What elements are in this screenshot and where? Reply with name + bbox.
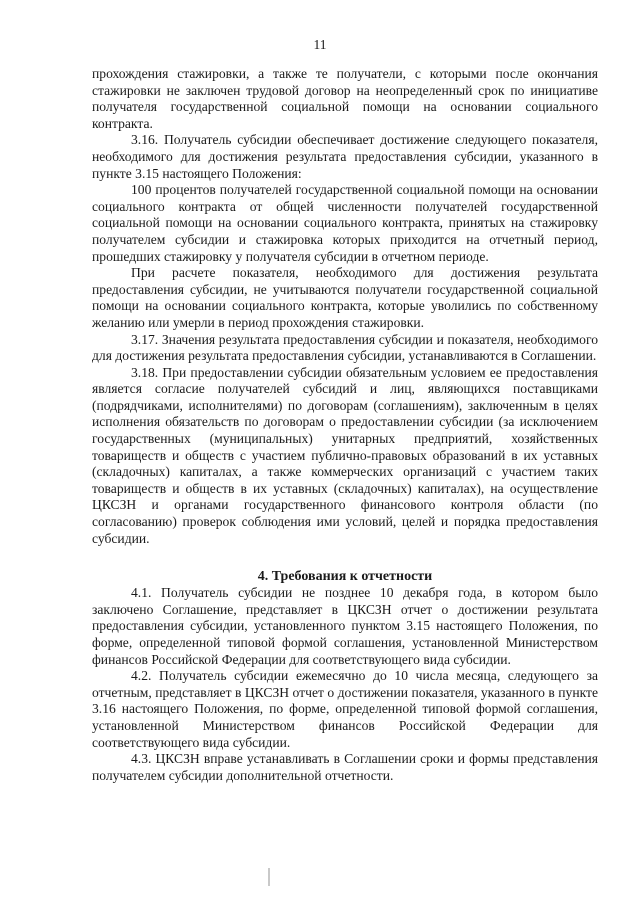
paragraph-4-3: 4.3. ЦКСЗН вправе устанавливать в Соглашении сроки и формы представления получателем субсидии дополнительной отчетности. (92, 751, 598, 783)
paragraph-3-16-calculation: При расчете показателя, необходимого для достижения результата предоставления субсидии, не учитываются получатели государственной социальной помощи на основании социального контракта, которые уволились по собственному желанию или умерли в период прохождения стажировки. (92, 265, 598, 330)
paragraph-3-17: 3.17. Значения результата предоставления субсидии и показателя, необходимого для достижения результата предоставления субсидии, устанавливаются в Соглашении. (92, 331, 598, 364)
paragraph-3-16-indicator: 100 процентов получателей государственной социальной помощи на основании социального контракта от общей численности получателей государственной социальной помощи на основании социального контракта, принятых на стажировку получателем субсидии и стажировка которых приходится на отчетный период, прошедших стажировку у получателя субсидии в отчетном периоде. (92, 182, 598, 264)
document-body (92, 66, 598, 784)
paragraph-4-1: 4.1. Получатель субсидии не позднее 10 декабря года, в котором было заключено Соглашение, представляет в ЦКСЗН отчет о достижении результата предоставления субсидии, установленного пунктом 3.15 настоящего Положения, по форме, определенной типовой формой соглашения, установленной Министерством финансов Российской Федерации для соответствующего вида субсидии. (92, 585, 598, 667)
page-number: 11 (313, 37, 327, 52)
paragraph-3-18: 3.18. При предоставлении субсидии обязательным условием ее предоставления является согласие получателей субсидий и лиц, являющихся поставщиками (подрядчиками, исполнителями) по договорам (соглашениям), заключенным в целях исполнения обязательств по договорам о предоставлении субсидии (за исключением государственных (муниципальных) унитарных предприятий, хозяйственных товариществ и обществ с участием публично-правовых образований в их уставных (складочных) капиталах, а также коммерческих организаций с участием таких товариществ и обществ в их уставных (складочных) капиталах), на осуществление ЦКСЗН и органами государственного финансового контроля области (по согласованию) проверок соблюдения ими условий, целей и порядка предоставления субсидии. (92, 364, 598, 546)
paragraph-4-2: 4.2. Получатель субсидии ежемесячно до 10 числа месяца, следующего за отчетным, представляет в ЦКСЗН отчет о достижении показателя, указанного в пункте 3.16 настоящего Положения, по форме, определенной типовой формой соглашения, установленной Министерством финансов Российской Федерации для соответствующего вида субсидии. (92, 668, 598, 750)
scan-mark (268, 868, 270, 886)
paragraph-3-16: 3.16. Получатель субсидии обеспечивает достижение следующего показателя, необходимого для достижения результата предоставления субсидии, указанного в пункте 3.15 настоящего Положения: (92, 132, 598, 181)
paragraph-continuation: прохождения стажировки, а также те получатели, с которыми после окончания стажировки не заключен трудовой договор на неопределенный срок по инициативе получателя государственной социальной помощи на основании социального контракта. (92, 66, 598, 131)
section-heading: 4. Требования к отчетности (257, 569, 433, 585)
